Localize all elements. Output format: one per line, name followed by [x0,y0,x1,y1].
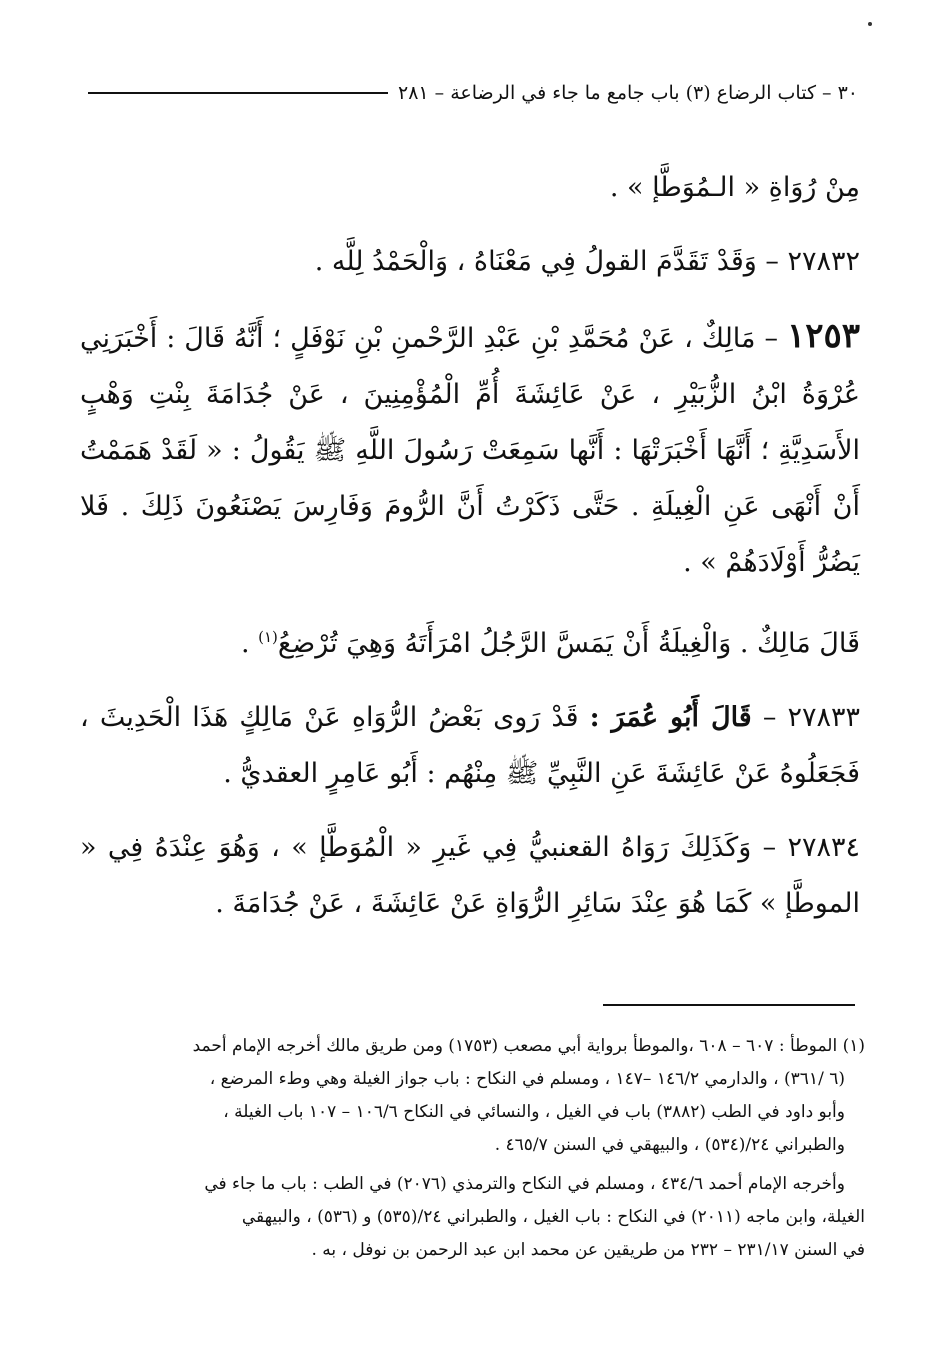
corner-mark [868,22,872,26]
hadith-number: ١٢٥٣ [786,316,860,356]
running-header [88,82,858,104]
abu-umar-label: قَالَ أَبُو عُمَرَ : [589,702,752,733]
paragraph-27834: ٢٧٨٣٤ – وَكَذَلِكَ رَوَاهُ القعنبيُّ فِي غَيرِ « الْمُوَطَّإ » ، وَهُوَ عِنْدَهُ فِي « الموطَّإ » كَمَا هُوَ عِنْدَ سَائِرِ الرُّوَاةِ عَنْ عَائِشَةَ ، عَنْ جُدَامَةَ . [80,832,860,919]
paragraph-27832: ٢٧٨٣٢ – وَقَدْ تَقَدَّمَ القولُ فِي مَعْنَاهُ ، وَالْحَمْدُ لِلَّه . [314,246,860,277]
header-title: ٣٠ – كتاب الرضاع (٣) باب جامع ما جاء في الرضاعة – ٢٨١ [398,82,858,104]
footnote-1-line-1: (١) الموطأ : ٦٠٧ – ٦٠٨ ،والموطأ برواية أبي مصعب (١٧٥٣) ومن طريق مالك أخرجه الإمام أحمد [192,1036,865,1056]
footnote-2-line-1: وأخرجه الإمام أحمد ٤٣٤/٦ ، ومسلم في النكاح والترمذي (٢٠٧٦) في الطب : باب ما جاء في [204,1174,845,1194]
header-rule [88,92,388,94]
paragraph-27833 [80,690,860,802]
paragraph-27833-number: ٢٧٨٣٣ – [762,702,860,733]
hadith-1253 [80,308,860,591]
footnote-2-line-3: في السنن ٢٣١/١٧ – ٢٣٢ من طريقين عن محمد ابن عبد الرحمن بن نوفل ، به . [311,1240,865,1260]
malik-comment [80,609,860,672]
footnotes [80,1030,865,1267]
footnote-ref-1[interactable]: (١) [258,628,278,646]
paragraph-1: مِنْ رُوَاةِ « الـمُوَطَّإ » . [609,172,860,203]
malik-comment-end: . [240,628,259,659]
footnote-1-line-3: وأبو داود في الطب (٣٨٨٢) باب في الغيل ، والنسائي في النكاح ١٠٦/٦ – ١٠٧ باب الغيلة ، [223,1102,845,1122]
footnote-1-line-2: (٦ /٣٦١) ، والدارمي ١٤٦/٢ –١٤٧ ، ومسلم في النكاح : باب جواز الغيلة وهي وطء المرضع ، [209,1069,845,1089]
main-text [80,160,860,950]
footnote-1-line-4: والطبراني ٢٤/(٥٣٤) ، والبيهقي في السنن ٤٦٥/٧ . [494,1135,845,1155]
paragraph-27833-text: قَدْ رَوى بَعْضُ الرُّوَاهِ عَنْ مَالِكٍ هَذَا الْحَدِيثَ ، فَجَعَلُوهُ عَنْ عَائِشَةَ عَنِ النَّبِيِّ ﷺ مِنْهُم : أَبُو عَامِرٍ العقديُّ . [80,702,860,789]
footnote-separator [603,1004,855,1006]
footnote-2-line-2: الغيلة، وابن ماجه (٢٠١١) في النكاح : باب الغيل ، والطبراني ٢٤/(٥٣٥) و (٥٣٦) ، والبيهقي [241,1207,865,1227]
malik-comment-text: قَالَ مَالِكٌ . وَالْغِيلَةُ أَنْ يَمَسَّ الرَّجُلُ امْرَأَتَهُ وَهِيَ تُرْضِعُ [277,628,860,659]
hadith-text: – مَالِكٌ ، عَنْ مُحَمَّدِ بْنِ عَبْدِ الرَّحْمنِ بْنِ نَوْفَلٍ ؛ أَنَّهُ قَالَ : أَخْبَرَنِي عُرْوَةُ ابْنُ الزُّبَيْرِ ، عَنْ عَائِشَةَ أُمِّ الْمُؤْمِنِينَ ، عَنْ جُدَامَةَ بِنْتِ وَهْبٍ الأَسَدِيَّةِ ؛ أَنَّهَا أَخْبَرَتْهَا : أَنَّها سَمِعَتْ رَسُولَ اللَّهِ ﷺ يَقُولُ : « لَقَدْ هَمَمْتُ أَنْ أَنْهَى عَنِ الْغِيلَةِ . حَتَّى ذَكَرْتُ أَنَّ الرُّومَ وَفَارِسَ يَصْنَعُونَ ذَلِكَ . فَلا يَضُرُّ أَوْلَادَهُمْ » . [80,323,860,578]
